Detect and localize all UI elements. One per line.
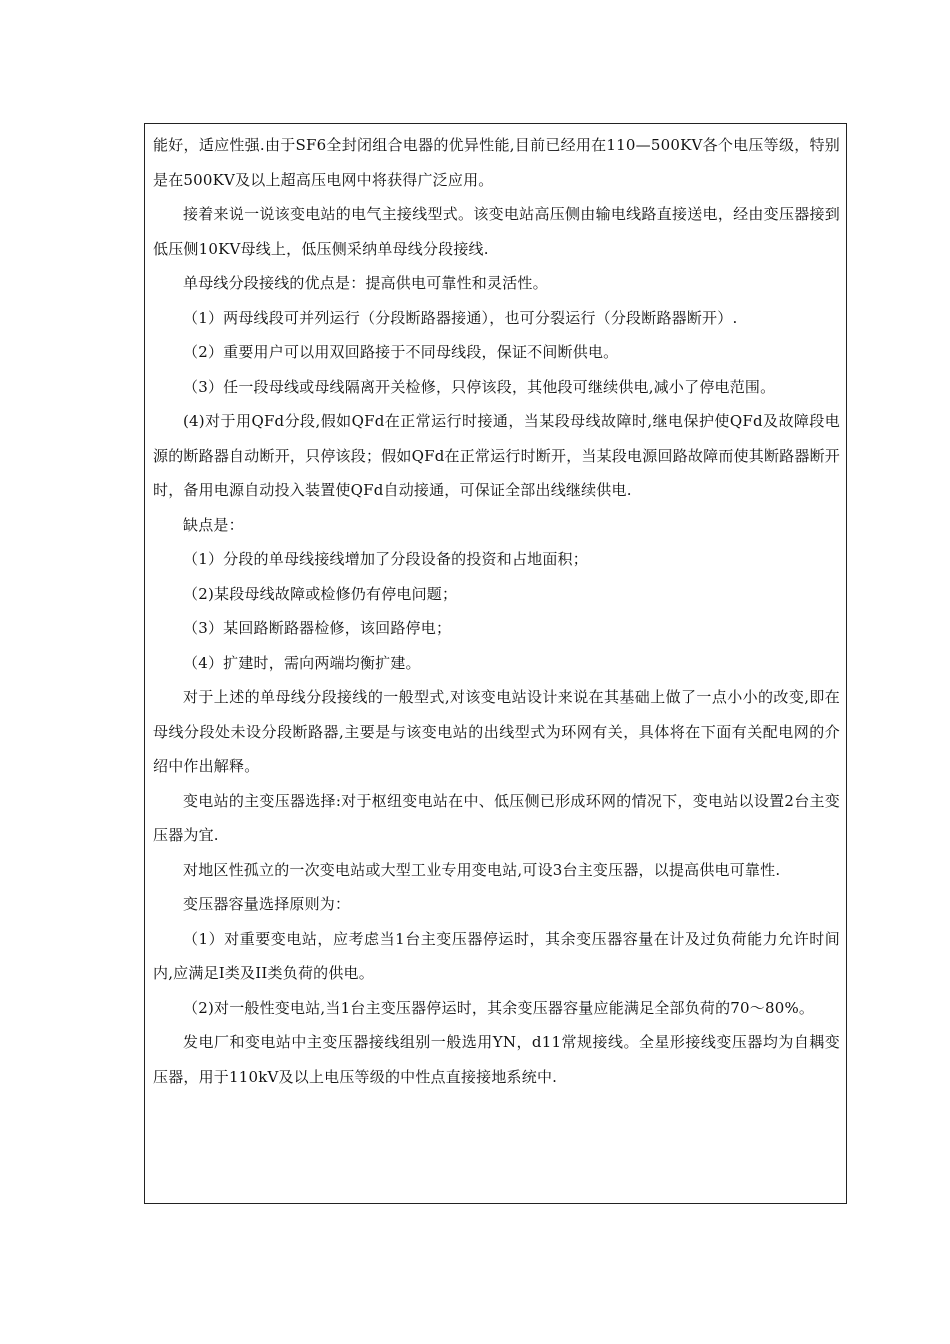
paragraph: （2)某段母线故障或检修仍有停电问题； — [183, 584, 458, 603]
paragraph: 对于上述的单母线分段接线的一般型式,对该变电站设计来说在其基础上做了一点小小的改变,即在母线分段处未设分段断路器,主要是与该变电站的出线型式为环网有关，具体将在下面有关配电网的介绍中作出解释。 — [153, 688, 840, 775]
paragraph: （4）扩建时，需向两端均衡扩建。 — [183, 653, 421, 672]
paragraph: 变电站的主变压器选择:对于枢纽变电站在中、低压侧已形成环网的情况下，变电站以设置2台主变压器为宜. — [153, 791, 840, 844]
paragraph: 能好，适应性强.由于SF6全封闭组合电器的优异性能,目前已经用在110—500KV各个电压等级，特别是在500KV及以上超高压电网中将获得广泛应用。 — [153, 136, 840, 189]
paragraph: 单母线分段接线的优点是：提高供电可靠性和灵活性。 — [183, 274, 548, 292]
paragraph: （1）对重要变电站，应考虑当1台主变压器停运时，其余变压器容量在计及过负荷能力允许时间内,应满足I类及II类负荷的供电。 — [153, 929, 840, 982]
paragraph: （2)对一般性变电站,当1台主变压器停运时，其余变压器容量应能满足全部负荷的70～80%。 — [183, 998, 815, 1017]
paragraph: （1）分段的单母线接线增加了分段设备的投资和占地面积； — [183, 550, 588, 568]
paragraph: （3）任一段母线或母线隔离开关检修，只停该段，其他段可继续供电,减小了停电范围。 — [183, 377, 776, 396]
paragraph: （2）重要用户可以用双回路接于不同母线段，保证不间断供电。 — [183, 343, 619, 361]
paragraph: （1）两母线段可并列运行（分段断路器接通），也可分裂运行（分段断路器断开）. — [183, 308, 738, 327]
paragraph: 接着来说一说该变电站的电气主接线型式。该变电站高压侧由输电线路直接送电，经由变压器接到低压侧10KV母线上，低压侧采纳单母线分段接线. — [153, 205, 840, 258]
paragraph: （3）某回路断路器检修，该回路停电； — [183, 619, 452, 637]
document-body — [153, 128, 840, 1094]
document-frame — [144, 123, 847, 1204]
paragraph: (4)对于用QFd分段,假如QFd在正常运行时接通，当某段母线故障时,继电保护使QFd及故障段电源的断路器自动断开，只停该段；假如QFd在正常运行时断开，当某段电源回路故障而使其断路器断开时，备用电源自动投入装置使QFd自动接通，可保证全部出线继续供电. — [153, 412, 840, 499]
paragraph: 缺点是： — [183, 515, 244, 534]
paragraph: 发电厂和变电站中主变压器接线组别一般选用YN，d11常规接线。全星形接线变压器均为自耦变压器，用于110kV及以上电压等级的中性点直接接地系统中. — [153, 1033, 840, 1086]
paragraph: 对地区性孤立的一次变电站或大型工业专用变电站,可设3台主变压器，以提高供电可靠性. — [183, 860, 781, 879]
paragraph: 变压器容量选择原则为： — [183, 895, 351, 913]
